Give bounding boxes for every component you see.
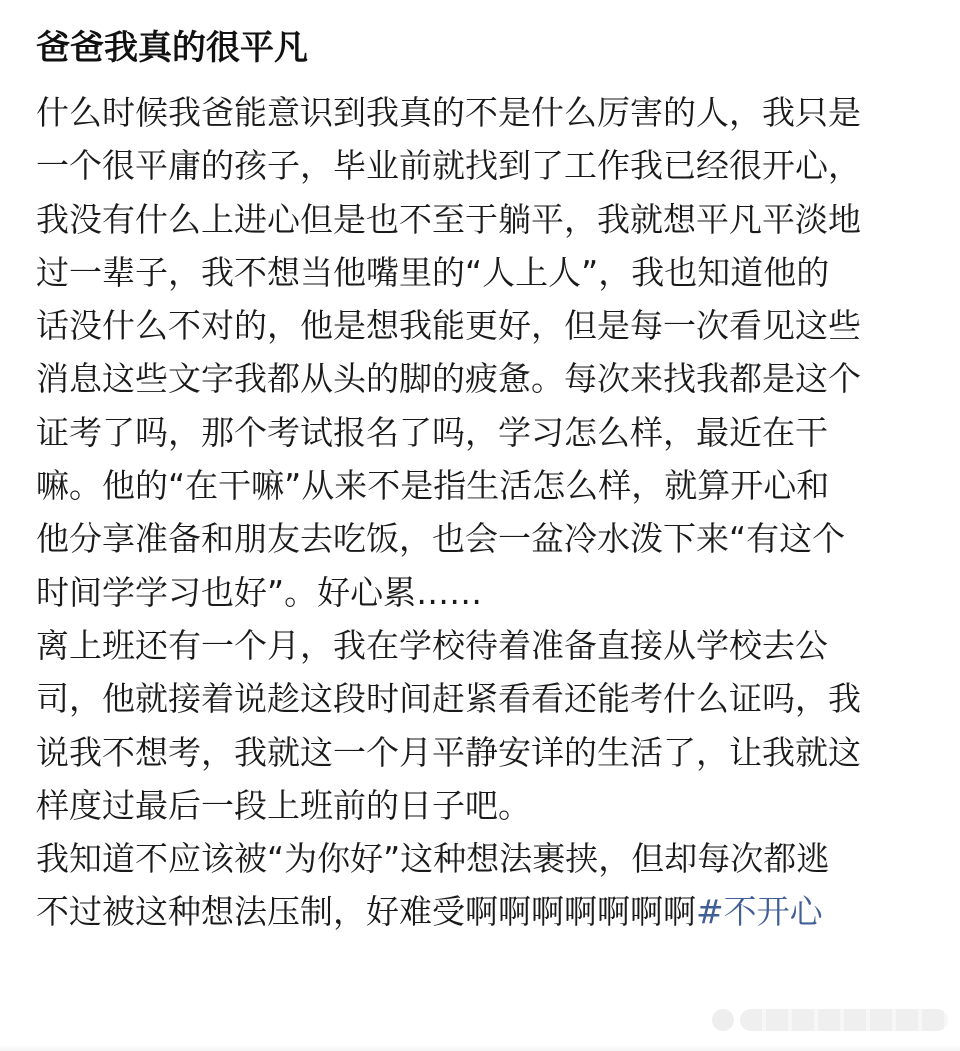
watermark-logo-icon — [712, 1009, 734, 1031]
hashtag-link[interactable]: #不开心 — [696, 892, 823, 932]
post-paragraph-3 — [36, 832, 926, 939]
post-title: 爸爸我真的很平凡 — [36, 28, 308, 68]
post — [36, 22, 926, 939]
post-body — [36, 86, 926, 939]
watermark-text-blur — [740, 1009, 948, 1031]
post-paragraph-3-text: 我知道不应该被“为你好”这种想法裹挟，但却每次都逃 不过被这种想法压制，好难受啊啊啊啊啊啊啊 — [36, 839, 830, 932]
post-paragraph-1: 什么时候我爸能意识到我真的不是什么厉害的人，我只是 一个很平庸的孩子，毕业前就找到了工作我已经很开心， 我没有什么上进心但是也不至于躺平，我就想平凡平淡地 过一辈子，我不想当他嘴里的“人上人”，我也知道他的 话没什么不对的，他是想我能更好，但是每一次看见这些 消息这些文字我都从头的脚的疲惫。每次来找我都是这个 证考了吗，那个考试报名了吗，学习怎么样，最近在干 嘛。他的“在干嘛”从来不是指生活怎么样，就算开心和 他分享准备和朋友去吃饭，也会一盆冷水泼下来“有这个 时间学学习也好”。好心累…… — [36, 93, 861, 612]
bottom-divider — [0, 1045, 960, 1051]
watermark — [712, 1007, 948, 1033]
post-paragraph-2: 离上班还有一个月，我在学校待着准备直接从学校去公 司，他就接着说趁这段时间赶紧看看还能考什么证吗，我 说我不想考，我就这一个月平静安详的生活了，让我就这 样度过最后一段上班前的日子吧。 — [36, 625, 861, 825]
